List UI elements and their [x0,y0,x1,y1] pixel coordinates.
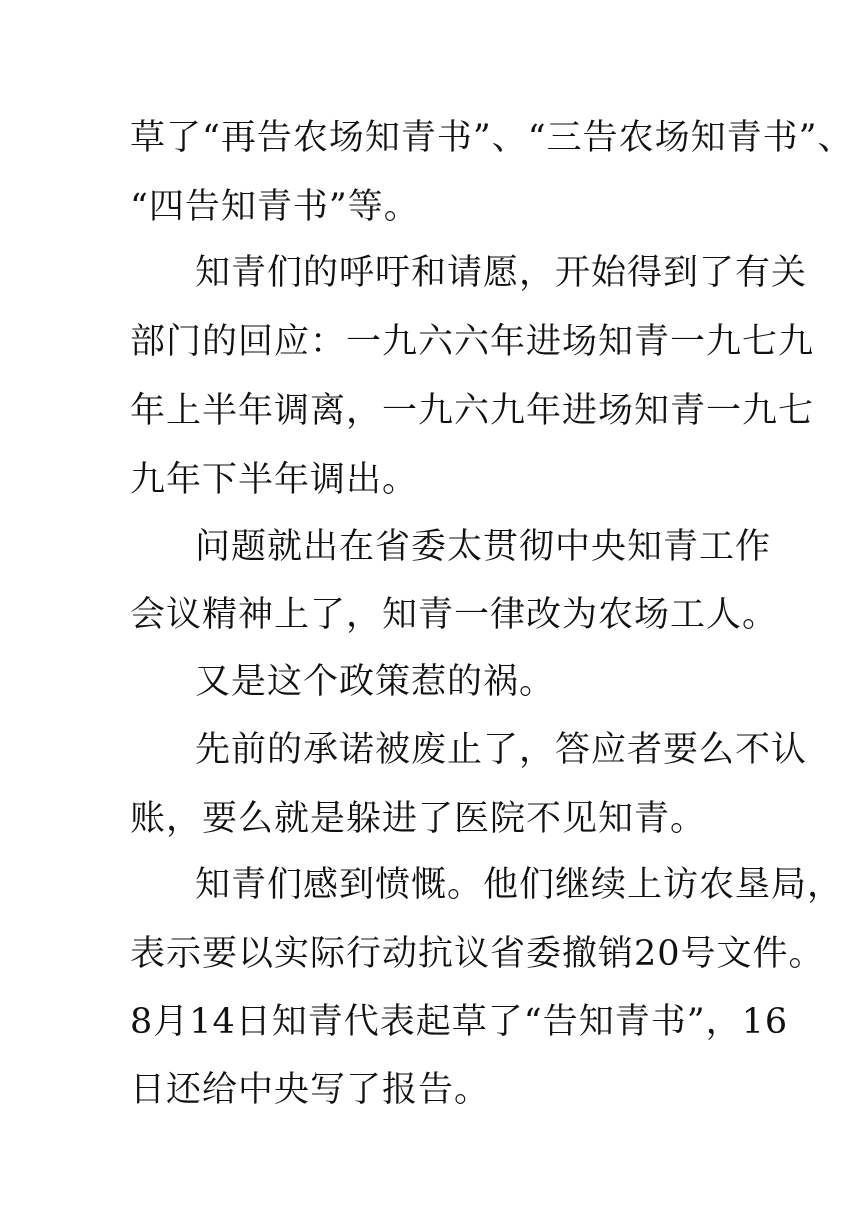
text-line: 账，要么就是躲进了医院不见知青。 [130,799,707,839]
text-line: 部门的回应：一九六六年进场知青一九七九 [130,322,815,362]
paragraph-start-line: 知青们感到愤慨。他们继续上访农垦局， [195,865,844,905]
text-line: 九年下半年调出。 [130,460,419,500]
text-line: 会议精神上了，知青一律改为农场工人。 [130,595,779,635]
text-line: 草了“再告农场知青书”、“三告农场知青书”、 [130,118,854,158]
text-line: 表示要以实际行动抗议省委撤销20号文件。 [130,934,825,974]
paragraph-start-line: 又是这个政策惹的祸。 [195,662,556,702]
text-line: 年上半年调离，一九六九年进场知青一九七 [130,391,815,431]
text-line: 8月14日知青代表起草了“告知青书”，16 [130,1002,789,1042]
text-line: “四告知青书”等。 [130,187,420,227]
paragraph-start-line: 问题就出在省委太贯彻中央知青工作 [195,527,772,567]
text-line: 日还给中央写了报告。 [130,1070,491,1110]
paragraph-start-line: 知青们的呼吁和请愿，开始得到了有关 [195,253,808,293]
paragraph-start-line: 先前的承诺被废止了，答应者要么不认 [195,730,808,770]
